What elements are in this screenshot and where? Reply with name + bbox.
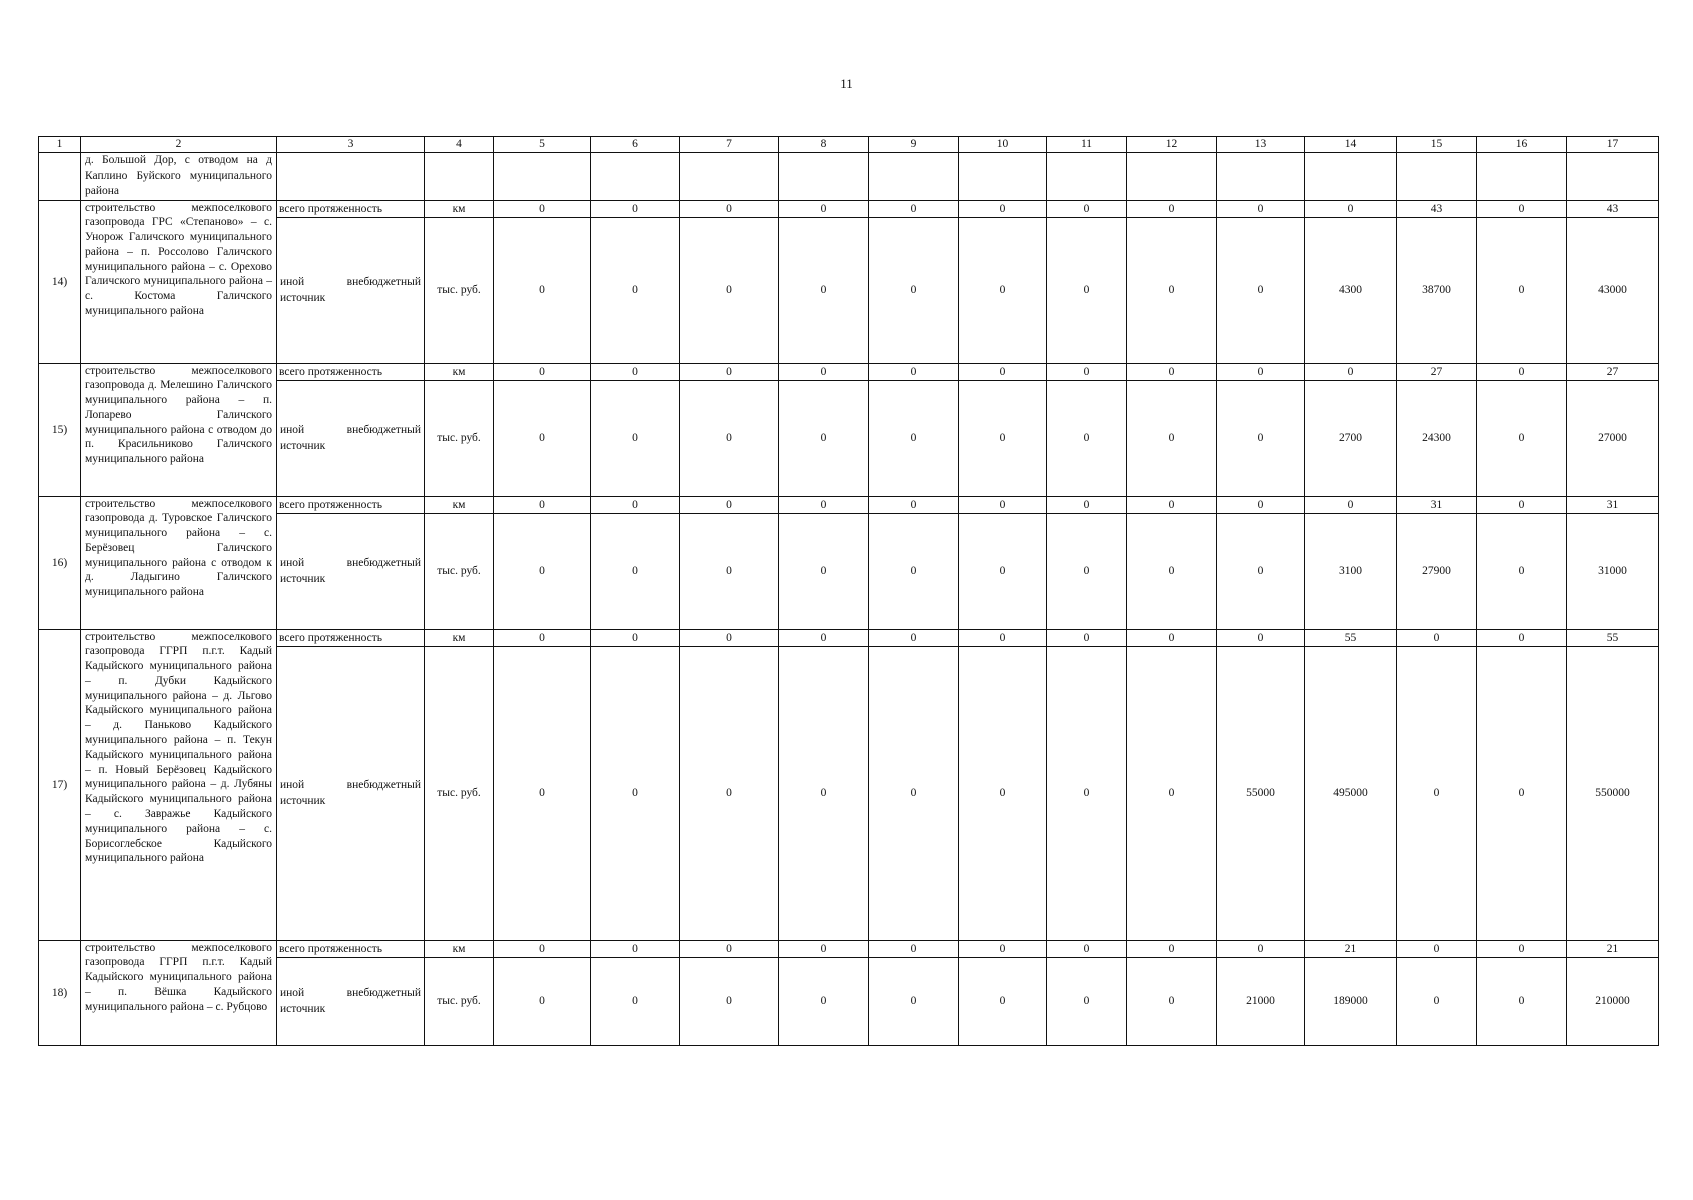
length-value-col-10: 0 [959, 629, 1047, 646]
money-value-col-11: 0 [1047, 513, 1127, 629]
entry-length-row [39, 200, 1659, 217]
length-value-col-5: 0 [494, 940, 591, 957]
money-value-col-7: 0 [680, 217, 779, 363]
money-value-col-17: 210000 [1567, 957, 1659, 1045]
money-value-col-14: 4300 [1305, 217, 1397, 363]
length-value-col-6: 0 [591, 496, 680, 513]
length-value-col-9: 0 [869, 363, 959, 380]
money-value-col-12: 0 [1127, 217, 1217, 363]
length-value-col-10: 0 [959, 940, 1047, 957]
length-value-col-13: 0 [1217, 629, 1305, 646]
length-value-col-6: 0 [591, 629, 680, 646]
money-value-col-16: 0 [1477, 217, 1567, 363]
money-value-col-6: 0 [591, 217, 680, 363]
money-value-col-6: 0 [591, 957, 680, 1045]
length-value-col-15: 43 [1397, 200, 1477, 217]
funding-source: иной внебюджетный источник [277, 513, 425, 629]
continuation-row [39, 153, 1659, 201]
length-value-col-12: 0 [1127, 496, 1217, 513]
money-value-col-8: 0 [779, 513, 869, 629]
money-value-col-16: 0 [1477, 380, 1567, 496]
money-value-col-9: 0 [869, 513, 959, 629]
page-number: 11 [840, 76, 853, 91]
money-value-col-9: 0 [869, 957, 959, 1045]
length-value-col-8: 0 [779, 200, 869, 217]
length-value-col-11: 0 [1047, 629, 1127, 646]
length-unit: км [425, 629, 494, 646]
entry-description: строительство межпоселкового газопровода ГГРП п.г.т. Кадый Кадыйского муниципального района – п. Вёшка Кадыйского муниципального района – с. Рубцово [81, 940, 277, 1045]
entry-description: строительство межпоселкового газопровода ГРС «Степаново» – с. Унорож Галичского муниципального района – п. Россолово Галичского муниципального района – с. Орехово Галичского муниципального района – с. Костома Галичского муниципального района [81, 200, 277, 363]
money-value-col-10: 0 [959, 957, 1047, 1045]
money-value-col-17: 550000 [1567, 646, 1659, 940]
length-value-col-8: 0 [779, 363, 869, 380]
length-unit: км [425, 200, 494, 217]
length-value-col-10: 0 [959, 496, 1047, 513]
money-value-col-5: 0 [494, 646, 591, 940]
length-value-col-7: 0 [680, 629, 779, 646]
length-value-col-14: 55 [1305, 629, 1397, 646]
length-value-col-16: 0 [1477, 940, 1567, 957]
entry-description: строительство межпоселкового газопровода ГГРП п.г.т. Кадый Кадыйского муниципального района – п. Дубки Кадыйского муниципального района – д. Льгово Кадыйского муниципального района – д. Паньково Кадыйского муниципального района – п. Текун Кадыйского муниципального района – п. Новый Берёзовец Кадыйского муниципального района – д. Лубяны Кадыйского муниципального района – с. Завражье Кадыйского муниципального района – с. Борисоглебское Кадыйского муниципального района [81, 629, 277, 940]
entry-index: 15) [39, 363, 81, 496]
length-value-col-17: 55 [1567, 629, 1659, 646]
money-value-col-14: 495000 [1305, 646, 1397, 940]
money-value-col-6: 0 [591, 513, 680, 629]
money-value-col-6: 0 [591, 646, 680, 940]
length-value-col-9: 0 [869, 940, 959, 957]
money-value-col-12: 0 [1127, 646, 1217, 940]
money-value-col-10: 0 [959, 217, 1047, 363]
money-value-col-13: 21000 [1217, 957, 1305, 1045]
money-value-col-16: 0 [1477, 957, 1567, 1045]
entry-length-row [39, 629, 1659, 646]
length-value-col-14: 21 [1305, 940, 1397, 957]
money-value-col-9: 0 [869, 217, 959, 363]
money-value-col-12: 0 [1127, 380, 1217, 496]
length-value-col-11: 0 [1047, 940, 1127, 957]
column-number-11: 11 [1047, 137, 1127, 153]
money-value-col-13: 0 [1217, 380, 1305, 496]
length-value-col-17: 43 [1567, 200, 1659, 217]
column-number-10: 10 [959, 137, 1047, 153]
money-value-col-9: 0 [869, 380, 959, 496]
entry-money-row [39, 217, 1659, 363]
money-value-col-5: 0 [494, 957, 591, 1045]
length-label: всего протяженность [277, 940, 425, 957]
money-value-col-12: 0 [1127, 513, 1217, 629]
length-value-col-14: 0 [1305, 363, 1397, 380]
funding-source: иной внебюджетный источник [277, 380, 425, 496]
entry-length-row [39, 363, 1659, 380]
length-value-col-14: 0 [1305, 496, 1397, 513]
money-value-col-13: 55000 [1217, 646, 1305, 940]
money-unit: тыс. руб. [425, 513, 494, 629]
length-value-col-16: 0 [1477, 629, 1567, 646]
length-value-col-11: 0 [1047, 496, 1127, 513]
money-value-col-5: 0 [494, 380, 591, 496]
money-value-col-10: 0 [959, 380, 1047, 496]
length-unit: км [425, 496, 494, 513]
length-value-col-13: 0 [1217, 496, 1305, 513]
length-label: всего протяженность [277, 200, 425, 217]
column-number-5: 5 [494, 137, 591, 153]
money-value-col-13: 0 [1217, 513, 1305, 629]
entry-length-row [39, 496, 1659, 513]
money-value-col-11: 0 [1047, 380, 1127, 496]
entry-index: 18) [39, 940, 81, 1045]
money-value-col-9: 0 [869, 646, 959, 940]
money-value-col-7: 0 [680, 957, 779, 1045]
money-value-col-15: 0 [1397, 957, 1477, 1045]
length-value-col-15: 0 [1397, 629, 1477, 646]
entry-money-row [39, 957, 1659, 1045]
length-value-col-9: 0 [869, 496, 959, 513]
money-unit: тыс. руб. [425, 380, 494, 496]
length-value-col-5: 0 [494, 496, 591, 513]
length-value-col-6: 0 [591, 200, 680, 217]
entry-length-row [39, 940, 1659, 957]
money-value-col-6: 0 [591, 380, 680, 496]
length-value-col-11: 0 [1047, 200, 1127, 217]
length-label: всего протяженность [277, 629, 425, 646]
length-value-col-7: 0 [680, 200, 779, 217]
length-value-col-13: 0 [1217, 940, 1305, 957]
money-value-col-8: 0 [779, 646, 869, 940]
length-value-col-16: 0 [1477, 363, 1567, 380]
funding-source: иной внебюджетный источник [277, 217, 425, 363]
money-value-col-15: 27900 [1397, 513, 1477, 629]
money-unit: тыс. руб. [425, 646, 494, 940]
column-number-9: 9 [869, 137, 959, 153]
length-value-col-12: 0 [1127, 200, 1217, 217]
column-number-15: 15 [1397, 137, 1477, 153]
length-value-col-9: 0 [869, 629, 959, 646]
length-value-col-10: 0 [959, 200, 1047, 217]
length-value-col-9: 0 [869, 200, 959, 217]
length-value-col-5: 0 [494, 363, 591, 380]
length-value-col-12: 0 [1127, 940, 1217, 957]
length-value-col-8: 0 [779, 496, 869, 513]
length-value-col-13: 0 [1217, 200, 1305, 217]
money-value-col-10: 0 [959, 513, 1047, 629]
column-number-17: 17 [1567, 137, 1659, 153]
money-value-col-14: 2700 [1305, 380, 1397, 496]
money-value-col-17: 43000 [1567, 217, 1659, 363]
length-unit: км [425, 940, 494, 957]
money-value-col-11: 0 [1047, 646, 1127, 940]
length-label: всего протяженность [277, 363, 425, 380]
length-value-col-11: 0 [1047, 363, 1127, 380]
column-number-row [39, 137, 1659, 153]
money-value-col-5: 0 [494, 513, 591, 629]
length-value-col-7: 0 [680, 496, 779, 513]
entry-description: строительство межпоселкового газопровода д. Туровское Галичского муниципального района – с. Берёзовец Галичского муниципального района с отводом к д. Ладыгино Галичского муниципального района [81, 496, 277, 629]
entry-money-row [39, 646, 1659, 940]
column-number-7: 7 [680, 137, 779, 153]
money-unit: тыс. руб. [425, 217, 494, 363]
length-value-col-17: 31 [1567, 496, 1659, 513]
money-value-col-11: 0 [1047, 957, 1127, 1045]
money-value-col-7: 0 [680, 646, 779, 940]
money-value-col-7: 0 [680, 380, 779, 496]
entry-index: 17) [39, 629, 81, 940]
entry-money-row [39, 513, 1659, 629]
length-value-col-17: 21 [1567, 940, 1659, 957]
column-number-4: 4 [425, 137, 494, 153]
length-value-col-7: 0 [680, 940, 779, 957]
money-value-col-15: 24300 [1397, 380, 1477, 496]
money-value-col-8: 0 [779, 957, 869, 1045]
money-value-col-16: 0 [1477, 646, 1567, 940]
entry-description: д. Большой Дор, с отводом на д Каплино Буйского муниципального района [81, 153, 277, 201]
money-value-col-5: 0 [494, 217, 591, 363]
length-value-col-15: 27 [1397, 363, 1477, 380]
money-value-col-7: 0 [680, 513, 779, 629]
funding-source: иной внебюджетный источник [277, 957, 425, 1045]
money-value-col-8: 0 [779, 380, 869, 496]
column-number-14: 14 [1305, 137, 1397, 153]
length-value-col-13: 0 [1217, 363, 1305, 380]
money-value-col-15: 0 [1397, 646, 1477, 940]
money-value-col-14: 3100 [1305, 513, 1397, 629]
entry-description: строительство межпоселкового газопровода д. Мелешино Галичского муниципального района – п. Лопарево Галичского муниципального района с отводом до п. Красильниково Галичского муниципального района [81, 363, 277, 496]
entry-index: 14) [39, 200, 81, 363]
length-value-col-5: 0 [494, 629, 591, 646]
length-value-col-17: 27 [1567, 363, 1659, 380]
column-number-6: 6 [591, 137, 680, 153]
length-value-col-16: 0 [1477, 200, 1567, 217]
column-number-2: 2 [81, 137, 277, 153]
funding-source: иной внебюджетный источник [277, 646, 425, 940]
money-value-col-8: 0 [779, 217, 869, 363]
investment-table [38, 136, 1659, 1046]
length-value-col-12: 0 [1127, 363, 1217, 380]
entry-money-row [39, 380, 1659, 496]
length-unit: км [425, 363, 494, 380]
money-value-col-17: 27000 [1567, 380, 1659, 496]
column-number-13: 13 [1217, 137, 1305, 153]
length-value-col-8: 0 [779, 940, 869, 957]
length-value-col-6: 0 [591, 940, 680, 957]
length-value-col-16: 0 [1477, 496, 1567, 513]
money-value-col-17: 31000 [1567, 513, 1659, 629]
length-value-col-5: 0 [494, 200, 591, 217]
length-value-col-10: 0 [959, 363, 1047, 380]
length-value-col-8: 0 [779, 629, 869, 646]
column-number-8: 8 [779, 137, 869, 153]
column-number-12: 12 [1127, 137, 1217, 153]
length-value-col-7: 0 [680, 363, 779, 380]
column-number-1: 1 [39, 137, 81, 153]
money-value-col-15: 38700 [1397, 217, 1477, 363]
length-value-col-14: 0 [1305, 200, 1397, 217]
money-value-col-14: 189000 [1305, 957, 1397, 1045]
length-value-col-15: 0 [1397, 940, 1477, 957]
money-value-col-12: 0 [1127, 957, 1217, 1045]
money-unit: тыс. руб. [425, 957, 494, 1045]
money-value-col-13: 0 [1217, 217, 1305, 363]
entry-index [39, 153, 81, 201]
column-number-3: 3 [277, 137, 425, 153]
length-value-col-15: 31 [1397, 496, 1477, 513]
length-label: всего протяженность [277, 496, 425, 513]
money-value-col-10: 0 [959, 646, 1047, 940]
length-value-col-6: 0 [591, 363, 680, 380]
money-value-col-16: 0 [1477, 513, 1567, 629]
length-value-col-12: 0 [1127, 629, 1217, 646]
entry-index: 16) [39, 496, 81, 629]
column-number-16: 16 [1477, 137, 1567, 153]
money-value-col-11: 0 [1047, 217, 1127, 363]
